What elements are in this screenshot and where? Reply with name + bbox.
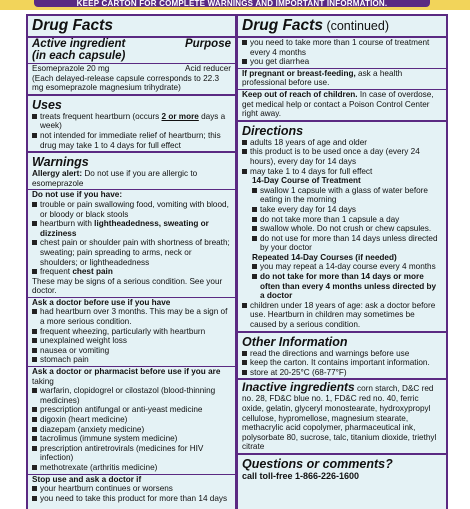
- course-item: swallow whole. Do not crush or chew capsules.: [252, 224, 442, 234]
- uses-item: treats frequent heartburn (occurs 2 or more days a week): [32, 112, 231, 131]
- do-not-use-item: frequent chest pain: [32, 267, 231, 277]
- stop-use-item: you get diarrhea: [242, 57, 442, 67]
- other-information-heading: Other Information: [242, 334, 348, 349]
- directions-item: this product is to be used once a day (every 24 hours), every day for 14 days: [242, 147, 442, 166]
- warnings-heading: Warnings: [32, 155, 89, 170]
- do-not-use-item: trouble or pain swallowing food, vomiting with blood, or bloody or black stools: [32, 200, 231, 219]
- stop-use-item: you need to take more than 1 course of treatment every 4 months: [242, 38, 442, 57]
- divider: [28, 151, 235, 153]
- uses-heading: Uses: [32, 97, 62, 112]
- divider: [238, 120, 446, 122]
- course-item: do not take more than 1 capsule a day: [252, 215, 442, 225]
- ask-pharmacist-heading: Ask a doctor or pharmacist before use if you are taking: [32, 367, 221, 386]
- ask-doctor-item: frequent wheezing, particularly with heartburn: [32, 327, 231, 337]
- serious-condition-note: These may be signs of a serious condition. See your doctor.: [32, 276, 223, 296]
- keep-out-of-reach: Keep out of reach of children. In case of overdose, get medical help or contact a Poison Control Center right away.: [242, 89, 434, 119]
- pharmacist-item: prescription antiretrovirals (medicines for HIV infection): [32, 444, 231, 463]
- repeated-course-heading: Repeated 14-Day Courses (if needed): [252, 252, 397, 262]
- do-not-use-heading: Do not use if you have:: [32, 190, 123, 200]
- directions-item: children under 18 years of age: ask a doctor before use. Heartburn in children may sometimes be caused by a serious condition.: [242, 301, 442, 330]
- active-ingredient-header: [32, 38, 231, 50]
- inactive-ingredients: Inactive ingredients corn starch, D&C red no. 28, FD&C blue no. 1, FD&C red no. 40, ferric oxide, gelatin, glyceryl monostearate, hydroxypropyl cellulose, hypromellose, magnesium stearate, methacrylic acid copolymer, pharmaceutical ink, polysorbate 80, sucrose, talc, titanium dioxide, triethyl citrate: [242, 380, 437, 452]
- ingredient-note: (Each delayed-release capsule corresponds to 22.3 mg esomeprazole magnesium trihydrate): [32, 73, 220, 93]
- uses-item: not intended for immediate relief of heartburn; this drug may take 1 to 4 days for full effect: [32, 131, 231, 150]
- drug-facts-title: Drug Facts: [32, 17, 113, 34]
- stop-use-heading: Stop use and ask a doctor if: [32, 474, 142, 484]
- course-item: take every day for 14 days: [252, 205, 442, 215]
- pharmacist-item: warfarin, clopidogrel or cilostazol (blood-thinning medicines): [32, 386, 231, 405]
- do-not-use-item: chest pain or shoulder pain with shortness of breath; sweating; pain spreading to arms, neck or shoulders; or lightheadedness: [32, 238, 231, 267]
- allergy-alert: Allergy alert: Do not use if you are allergic to esomeprazole: [32, 169, 198, 188]
- divider: [28, 94, 235, 96]
- course-heading: 14-Day Course of Treatment: [252, 176, 361, 186]
- other-information-item: store at 20-25°C (68-77°F): [242, 368, 442, 378]
- purpose-heading: Purpose: [184, 38, 231, 50]
- directions-item: adults 18 years of age and older: [242, 138, 442, 148]
- pharmacist-item: prescription antifungal or anti-yeast medicine: [32, 405, 231, 415]
- active-ingredient-subheading: (in each capsule): [32, 50, 126, 62]
- ask-doctor-item: nausea or vomiting: [32, 346, 231, 356]
- directions-heading: Directions: [242, 123, 304, 138]
- pharmacist-item: diazepam (anxiety medicine): [32, 425, 231, 435]
- ask-doctor-heading: Ask a doctor before use if you have: [32, 297, 171, 307]
- directions-item: may take 1 to 4 days for full effect: [242, 167, 442, 177]
- stop-use-item: you need to take this product for more than 14 days: [32, 494, 231, 504]
- stop-use-item: your heartburn continues or worsens: [32, 484, 231, 494]
- ask-doctor-item: stomach pain: [32, 355, 231, 365]
- active-ingredient-heading: Active ingredient: [32, 38, 126, 50]
- pharmacist-item: tacrolimus (immune system medicine): [32, 434, 231, 444]
- other-information-item: read the directions and warnings before use: [242, 349, 442, 359]
- course-item: swallow 1 capsule with a glass of water before eating in the morning: [252, 186, 442, 205]
- drug-facts-panel-left: [26, 14, 237, 509]
- ingredient-row: [32, 64, 231, 74]
- ask-doctor-item: had heartburn over 3 months. This may be a sign of a more serious condition.: [32, 307, 231, 326]
- divider: [238, 331, 446, 333]
- pregnancy-warning: If pregnant or breast-feeding, ask a health professional before use.: [242, 68, 403, 88]
- divider: [238, 453, 446, 455]
- do-not-use-item: heartburn with lightheadedness, sweating or dizziness: [32, 219, 231, 238]
- top-banner: [0, 0, 470, 10]
- questions-heading: Questions or comments?: [242, 456, 393, 471]
- repeated-course-item: do not take for more than 14 days or more often than every 4 months unless directed by a doctor: [252, 272, 442, 301]
- drug-facts-continued-title: Drug Facts (continued): [242, 17, 389, 34]
- course-item: do not use for more than 14 days unless directed by your doctor: [252, 234, 442, 253]
- ingredient-purpose: Acid reducer: [185, 64, 231, 73]
- ingredient-name: Esomeprazole 20 mg: [32, 64, 110, 73]
- pharmacist-item: methotrexate (arthritis medicine): [32, 463, 231, 473]
- repeated-course-item: you may repeat a 14-day course every 4 months: [252, 262, 442, 272]
- ask-doctor-item: unexplained weight loss: [32, 336, 231, 346]
- pharmacist-item: digoxin (heart medicine): [32, 415, 231, 425]
- toll-free-phone: call toll-free 1-866-226-1600: [242, 470, 360, 481]
- drug-facts-panel-right: [236, 14, 448, 509]
- other-information-item: keep the carton. It contains important information.: [242, 358, 442, 368]
- top-banner-text: KEEP CARTON FOR COMPLETE WARNINGS AND IMPORTANT INFORMATION.: [34, 0, 430, 7]
